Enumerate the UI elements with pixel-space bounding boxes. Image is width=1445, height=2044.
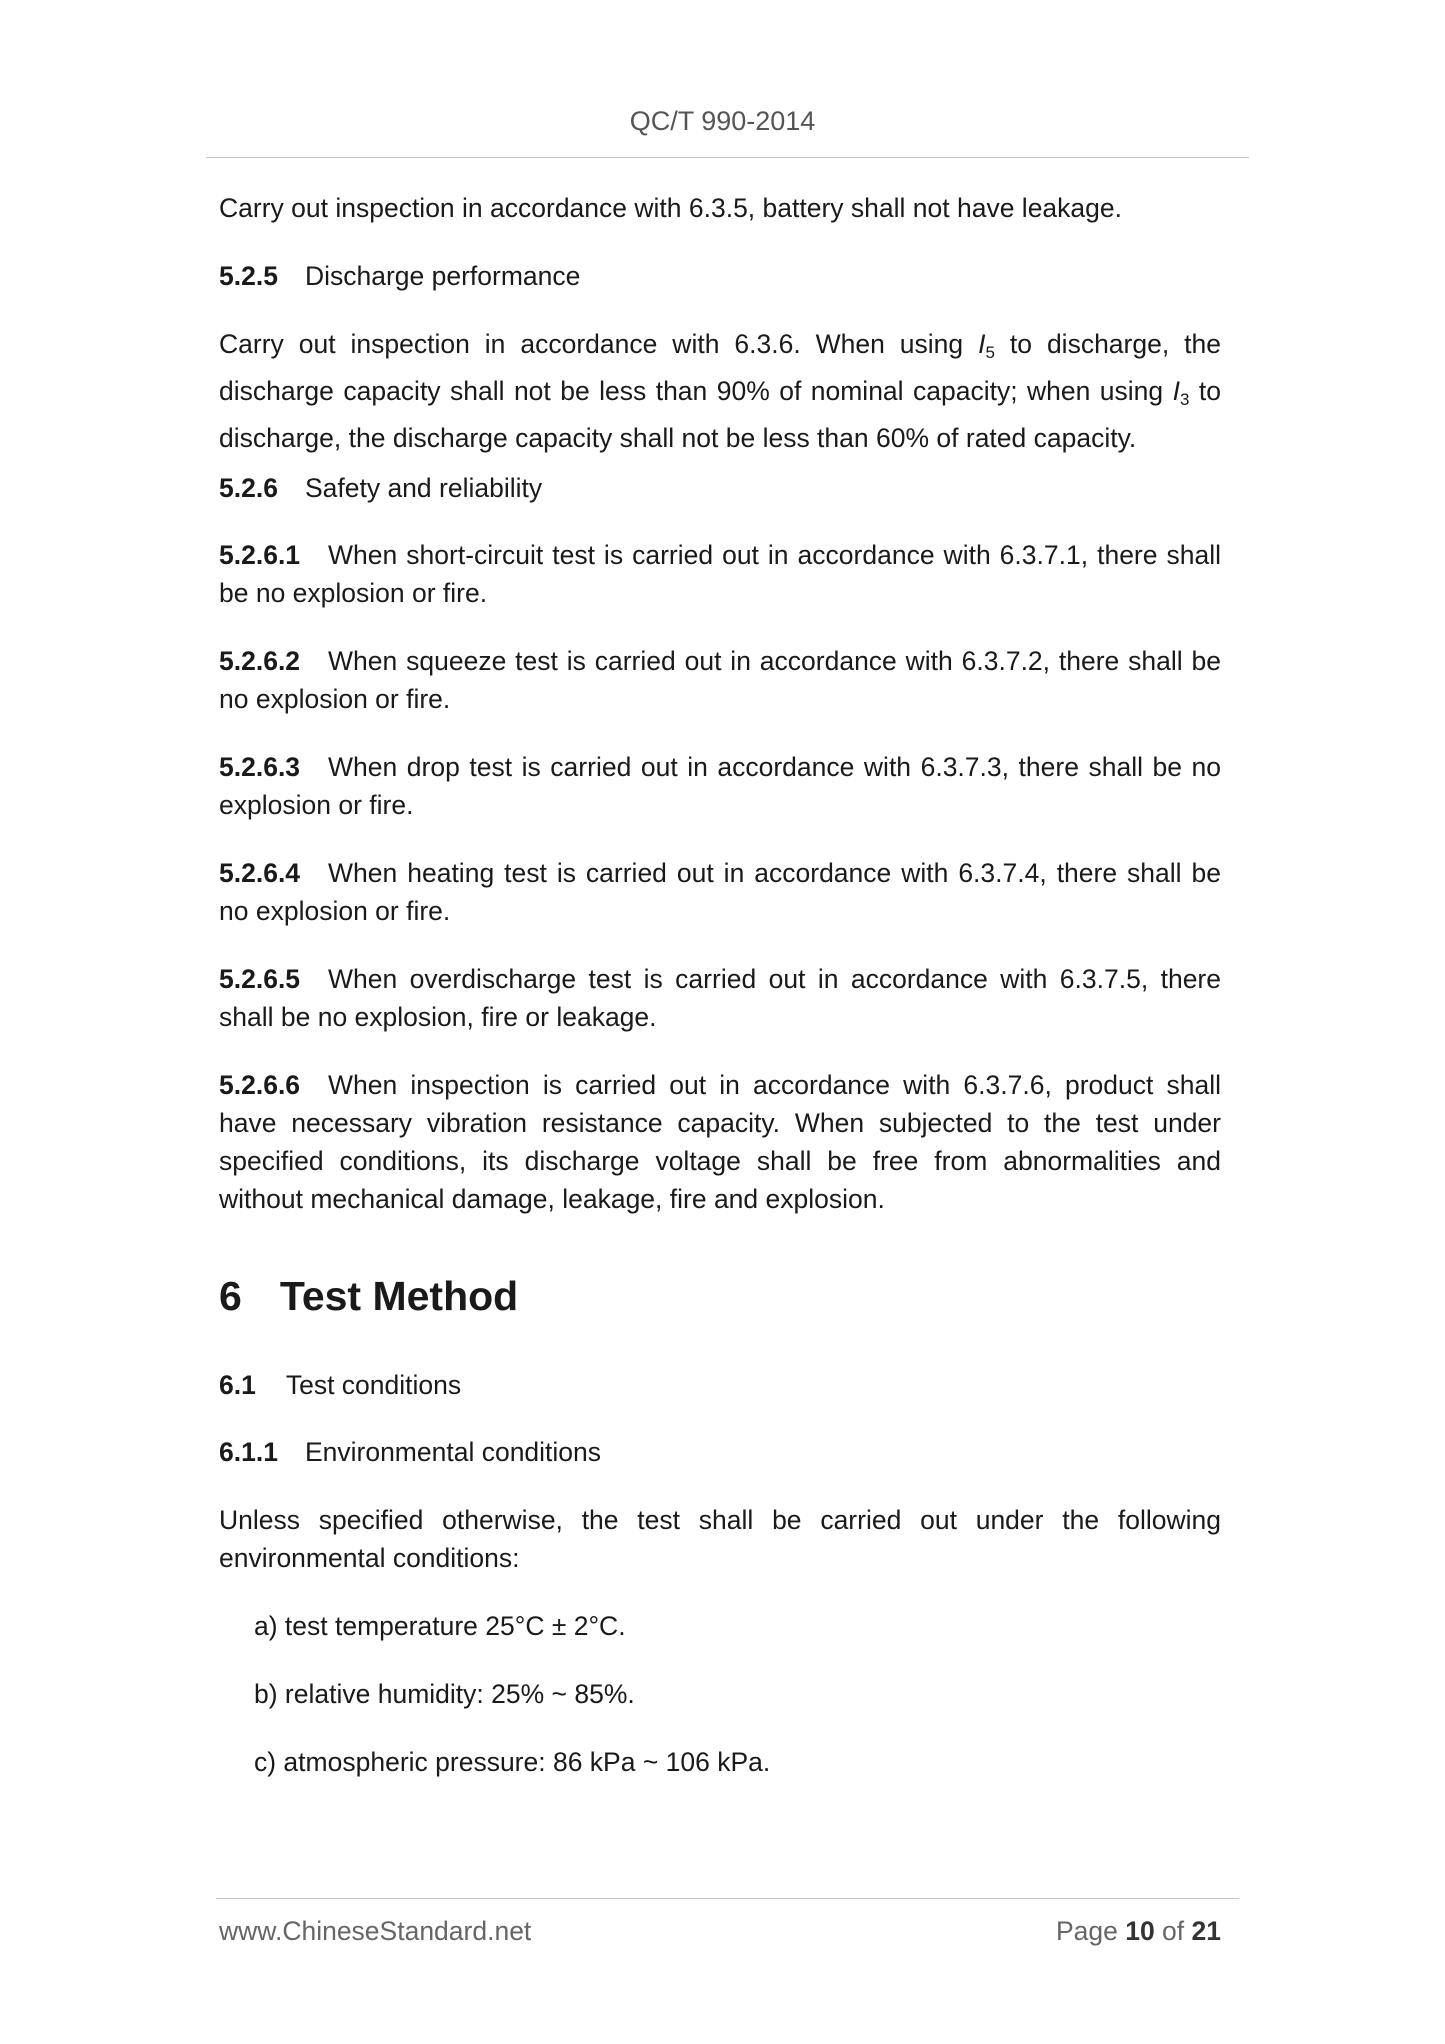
clause-number: 5.2.6.2 <box>219 646 301 676</box>
clause-number: 5.2.6.3 <box>219 752 301 782</box>
discharge-text-part: to discharge, the discharge capacity shall not be less than 90% of nominal capacity; when using <box>219 329 1221 406</box>
chapter-number: 6 <box>219 1273 242 1319</box>
section-5-2-6-heading <box>219 469 1221 507</box>
discharge-text-part: Carry out inspection in accordance with 6.3.6. When using <box>219 329 979 359</box>
clause-number: 5.2.6.4 <box>219 858 301 888</box>
clause-text: When drop test is carried out in accordance with 6.3.7.3, there shall be no explosion or fire. <box>219 752 1221 820</box>
clause-text: When heating test is carried out in accordance with 6.3.7.4, there shall be no explosion or fire. <box>219 858 1221 926</box>
clause-5-2-6-6 <box>219 1066 1221 1218</box>
list-item: a) test temperature 25°C ± 2°C. <box>254 1611 626 1641</box>
environment-paragraph: Unless specified otherwise, the test shall be carried out under the following environmental conditions: <box>219 1505 1221 1573</box>
current-subscript: 3 <box>1179 390 1190 409</box>
section-title: Safety and reliability <box>304 473 543 503</box>
section-5-2-5-heading <box>219 257 1221 295</box>
clause-number: 5.2.6.5 <box>219 964 301 994</box>
list-item: c) atmospheric pressure: 86 kPa ~ 106 kPa. <box>254 1747 771 1777</box>
clause-5-2-6-3 <box>219 748 1221 824</box>
section-title: Discharge performance <box>304 261 581 291</box>
section-number: 6.1 <box>219 1370 256 1400</box>
discharge-text-part: to discharge, the discharge capacity shall not be less than 60% of rated capacity. <box>219 376 1221 453</box>
current-symbol: I <box>1172 376 1180 406</box>
document-code-header: QC/T 990-2014 <box>629 106 816 136</box>
chapter-title: Test Method <box>279 1273 519 1319</box>
clause-5-2-6-4 <box>219 854 1221 930</box>
section-6-1-1-heading <box>219 1433 1221 1471</box>
clause-number: 5.2.6.1 <box>219 540 301 570</box>
current-subscript: 5 <box>985 343 995 362</box>
clause-5-2-6-5 <box>219 960 1221 1036</box>
clause-5-2-6-1 <box>219 536 1221 612</box>
current-page: 10 <box>1125 1916 1155 1946</box>
section-number: 5.2.6 <box>219 473 278 503</box>
discharge-paragraph <box>219 325 1221 457</box>
clause-text: When short-circuit test is carried out in accordance with 6.3.7.1, there shall be no explosion or fire. <box>219 540 1221 608</box>
clause-text: When overdischarge test is carried out in accordance with 6.3.7.5, there shall be no explosion, fire or leakage. <box>219 964 1221 1032</box>
of-label: of <box>1154 1916 1192 1946</box>
section-number: 5.2.5 <box>219 261 278 291</box>
section-6-1-heading <box>219 1366 1221 1404</box>
page-label: Page <box>1055 1916 1126 1946</box>
leakage-paragraph: Carry out inspection in accordance with 6.3.5, battery shall not have leakage. <box>219 193 1122 223</box>
section-number: 6.1.1 <box>219 1437 278 1467</box>
clause-5-2-6-2 <box>219 642 1221 718</box>
chapter-6-heading <box>219 1270 518 1322</box>
page-indicator <box>1056 1916 1221 1947</box>
section-title: Environmental conditions <box>304 1437 602 1467</box>
current-symbol: I <box>978 329 986 359</box>
clause-text: When squeeze test is carried out in accordance with 6.3.7.2, there shall be no explosion or fire. <box>219 646 1221 714</box>
header-divider <box>206 157 1249 158</box>
footer-divider <box>216 1898 1239 1899</box>
total-pages: 21 <box>1191 1916 1221 1946</box>
list-item: b) relative humidity: 25% ~ 85%. <box>254 1679 635 1709</box>
clause-number: 5.2.6.6 <box>219 1070 301 1100</box>
clause-text: When inspection is carried out in accordance with 6.3.7.6, product shall have necessary vibration resistance capacity. When subjected to the test under specified conditions, its discharge voltage shall be free from abnormalities and without mechanical damage, leakage, fire and explosion. <box>219 1070 1221 1214</box>
section-title: Test conditions <box>285 1370 462 1400</box>
footer-website: www.ChineseStandard.net <box>219 1916 532 1946</box>
